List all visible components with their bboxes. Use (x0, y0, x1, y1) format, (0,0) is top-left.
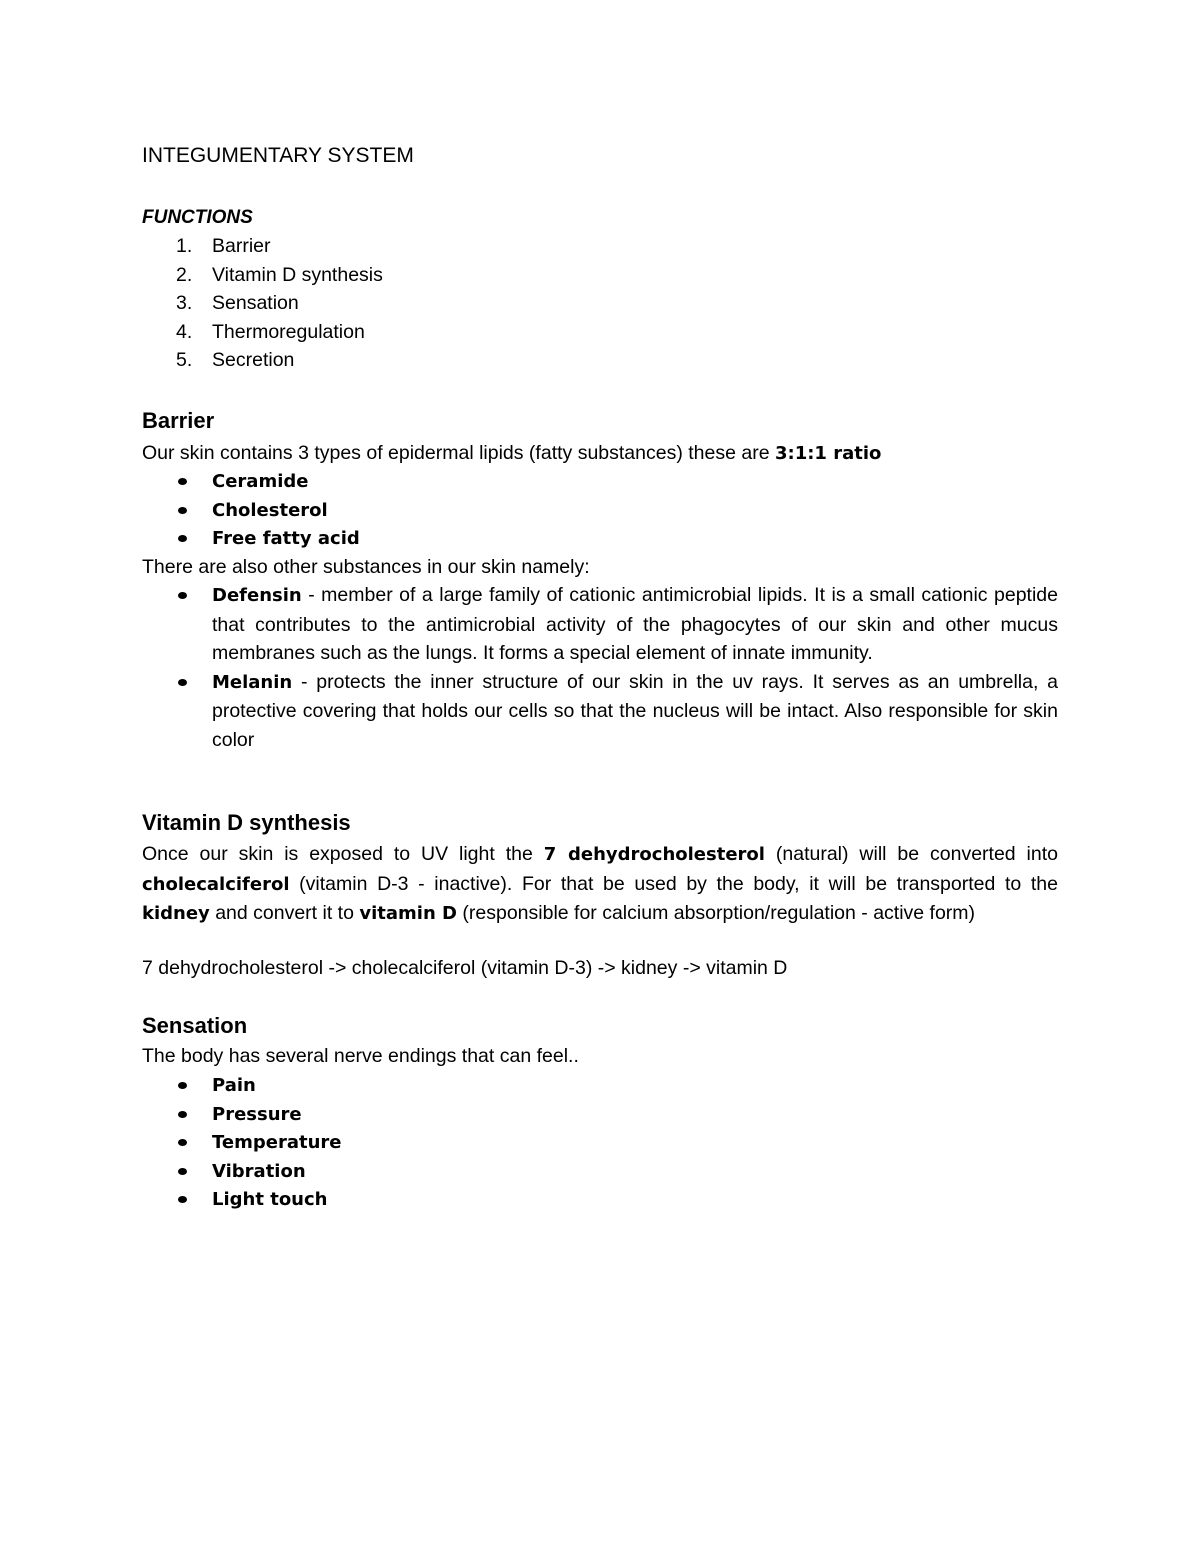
substances-list (142, 581, 1058, 754)
list-number: 5. (176, 349, 193, 371)
vitamin-d-pathway: 7 dehydrocholesterol -> cholecalciferol (vitamin D-3) -> kidney -> vitamin D (142, 957, 788, 979)
list-number: 4. (176, 320, 193, 343)
bullet-icon (178, 478, 187, 485)
text-run: Once our skin is exposed to UV light the (142, 843, 544, 865)
definition-text: - protects the inner structure of our skin in the uv rays. It serves as an umbrella, a protective covering that holds our cells so that the nucleus will be intact. Also responsible for skin color (212, 670, 1058, 751)
list-item (142, 261, 383, 290)
list-number: 1. (176, 235, 193, 257)
bullet-icon (178, 1196, 187, 1203)
list-item-label: Light touch (212, 1189, 328, 1210)
list-item (142, 289, 383, 318)
list-item (142, 668, 1058, 755)
term-defensin: Defensin (212, 585, 302, 606)
vitamin-d-paragraph (142, 840, 1058, 929)
list-number: 2. (176, 263, 193, 286)
list-item (142, 524, 1058, 553)
bullet-icon (178, 592, 187, 599)
vitamin-d-heading: Vitamin D synthesis (142, 810, 351, 835)
list-item (142, 232, 383, 261)
list-item-label: Temperature (212, 1132, 342, 1153)
text-run: (natural) will be converted into (764, 843, 1058, 865)
list-item (142, 467, 1058, 496)
functions-list (142, 232, 383, 375)
bullet-icon (178, 1111, 187, 1118)
text-run: and convert it to (209, 902, 360, 924)
bold-term: vitamin D (359, 903, 457, 924)
bullet-icon (178, 1139, 187, 1146)
bullet-icon (178, 1082, 187, 1089)
list-item (142, 1071, 1058, 1100)
list-item-label: Secretion (212, 349, 295, 371)
list-item-label: Free fatty acid (212, 528, 360, 549)
sensation-list (142, 1071, 1058, 1214)
list-item-label: Pressure (212, 1103, 302, 1125)
list-item-label: Sensation (212, 292, 299, 314)
list-item-label: Vibration (212, 1160, 306, 1182)
list-number: 3. (176, 292, 193, 314)
bold-term: 7 dehydrocholesterol (543, 844, 765, 865)
bullet-icon (178, 1168, 187, 1175)
sensation-heading: Sensation (142, 1013, 248, 1038)
bullet-icon (178, 535, 187, 542)
list-item (142, 346, 383, 375)
barrier-heading: Barrier (142, 408, 215, 433)
text-run: (responsible for calcium absorption/regulation - active form) (456, 902, 976, 924)
barrier-intro-text: Our skin contains 3 types of epidermal lipids (fatty substances) these are (142, 442, 775, 464)
list-item-label: Barrier (212, 235, 271, 257)
sensation-intro: The body has several nerve endings that can feel.. (142, 1045, 579, 1067)
document-title: INTEGUMENTARY SYSTEM (142, 144, 414, 167)
definition-text: - member of a large family of cationic antimicrobial lipids. It is a small cationic peptide that contributes to the antimicrobial activity of the phagocytes of our skin and other mucus membranes such as the lungs. It forms a special element of innate immunity. (212, 584, 1058, 664)
list-item (142, 1100, 1058, 1129)
list-item (142, 1185, 1058, 1214)
bullet-icon (178, 507, 187, 514)
list-item-label: Thermoregulation (212, 320, 365, 343)
list-item (142, 318, 383, 347)
other-substances-intro: There are also other substances in our skin namely: (142, 556, 590, 578)
lipids-list (142, 467, 1058, 553)
list-item (142, 1128, 1058, 1157)
list-item (142, 496, 1058, 525)
ratio-text: 3:1:1 ratio (774, 443, 882, 464)
barrier-intro (142, 439, 1058, 469)
text-run: (vitamin D-3 - inactive). For that be used by the body, it will be transported to the (289, 872, 1058, 895)
list-item (142, 581, 1058, 668)
bullet-icon (178, 679, 187, 686)
bold-term: kidney (142, 903, 210, 924)
list-item (142, 1157, 1058, 1186)
functions-label: FUNCTIONS (142, 207, 253, 228)
bold-term: cholecalciferol (142, 873, 290, 895)
list-item-label: Cholesterol (212, 499, 328, 521)
list-item-label: Ceramide (212, 471, 309, 492)
list-item-label: Pain (212, 1075, 256, 1096)
term-melanin: Melanin (212, 671, 293, 693)
list-item-label: Vitamin D synthesis (212, 263, 383, 286)
